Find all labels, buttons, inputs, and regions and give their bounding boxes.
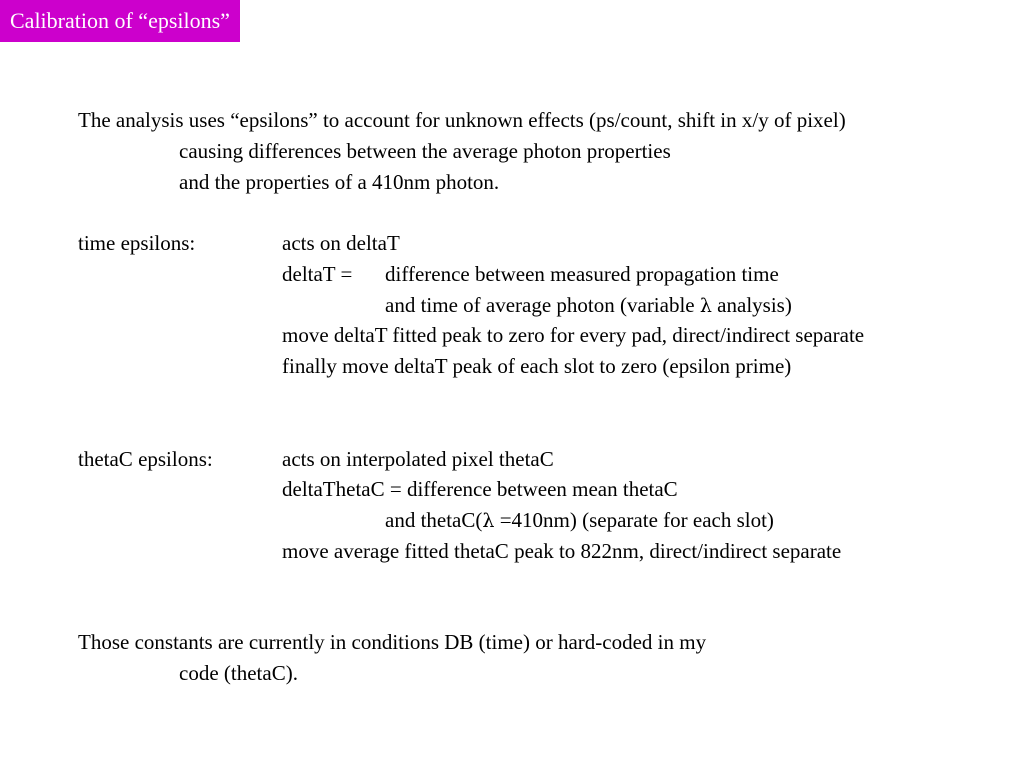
intro-line-2: causing differences between the average photon properties: [179, 139, 671, 163]
intro-line-3: and the properties of a 410nm photon.: [179, 170, 500, 194]
time-def-line-2-end: analysis): [711, 293, 792, 317]
thetac-acts-on: acts on interpolated pixel thetaC: [282, 447, 554, 471]
footer-line-1: Those constants are currently in conditions DB (time) or hard-coded in my: [78, 630, 707, 654]
slide-title: Calibration of “epsilons”: [0, 0, 240, 42]
time-def-line-1: difference between measured propagation time: [385, 262, 779, 286]
lambda-symbol: λ: [699, 295, 712, 317]
time-acts-on: acts on deltaT: [282, 231, 400, 255]
thetac-def-line-2-start: and thetaC(: [385, 508, 483, 532]
time-step-1: move deltaT fitted peak to zero for every pad, direct/indirect separate: [282, 323, 865, 347]
thetac-def-line-2-end: =410nm) (separate for each slot): [494, 508, 774, 532]
thetac-epsilons-label: thetaC epsilons:: [78, 447, 213, 471]
time-epsilons-label: time epsilons:: [78, 231, 196, 255]
thetac-step-1: move average fitted thetaC peak to 822nm, direct/indirect separate: [282, 539, 842, 563]
lambda-symbol: λ: [482, 510, 495, 532]
time-step-2: finally move deltaT peak of each slot to zero (epsilon prime): [282, 354, 792, 378]
footer-line-2: code (thetaC).: [179, 661, 298, 685]
intro-line-1: The analysis uses “epsilons” to account for unknown effects (ps/count, shift in x/y of pixel): [78, 108, 846, 132]
time-def-line-2: [385, 292, 792, 319]
thetac-def-line-2: [385, 507, 774, 534]
thetac-def-line-1: deltaThetaC = difference between mean thetaC: [282, 477, 678, 501]
time-def-term: deltaT =: [282, 262, 353, 286]
time-def-line-2-start: and time of average photon (variable: [385, 293, 700, 317]
